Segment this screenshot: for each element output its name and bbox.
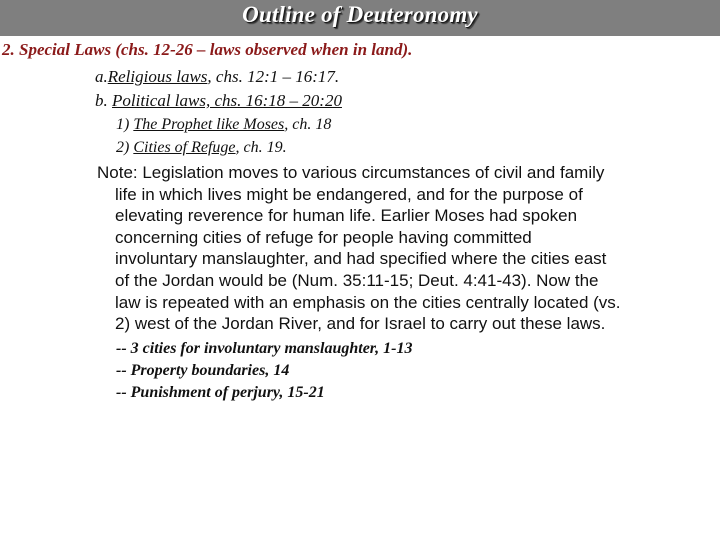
item-b (95, 91, 342, 111)
item-b1 (116, 116, 331, 134)
note-line: concerning cities of refuge for people having committed (115, 227, 532, 247)
sub-point: -- Punishment of perjury, 15-21 (116, 384, 325, 401)
note-line: elevating reverence for human life. Earlier Moses had spoken (115, 206, 578, 226)
item-b2 (116, 139, 287, 157)
item-b-prefix: b. (95, 91, 112, 110)
item-a-prefix: a. (95, 67, 108, 86)
item-b2-rest: , ch. 19. (235, 139, 287, 156)
item-b-link[interactable]: Political laws, chs. 16:18 – 20:20 (112, 91, 342, 110)
sub-point: -- Property boundaries, 14 (116, 362, 290, 379)
note-line: life in which lives might be endangered, and for the purpose of (115, 184, 583, 204)
note-line: 2) west of the Jordan River, and for Israel to carry out these laws. (115, 314, 606, 334)
note-line: involuntary manslaughter, and had specified where the cities east (115, 249, 607, 269)
item-b1-link[interactable]: The Prophet like Moses (133, 116, 285, 133)
item-b1-prefix: 1) (116, 116, 134, 133)
note-line: Note: Legislation moves to various circumstances of civil and family (97, 163, 605, 182)
item-a-rest: , chs. 12:1 – 16:17. (207, 67, 340, 86)
item-b2-link[interactable]: Cities of Refuge (133, 139, 236, 156)
item-a-link[interactable]: Religious laws (107, 67, 208, 86)
note-paragraph (97, 162, 719, 335)
sub-point: -- 3 cities for involuntary manslaughter, 1-13 (116, 340, 413, 357)
item-b1-rest: , ch. 18 (284, 116, 332, 133)
note-line: law is repeated with an emphasis on the cities centrally located (vs. (115, 292, 621, 312)
item-a (95, 67, 339, 87)
note-line: of the Jordan would be (Num. 35:11-15; Deut. 4:41-43). Now the (115, 270, 599, 290)
item-b2-prefix: 2) (116, 139, 134, 156)
slide-title: Outline of Deuteronomy (242, 2, 478, 27)
section-heading: 2. Special Laws (chs. 12-26 – laws observed when in land). (2, 40, 413, 59)
